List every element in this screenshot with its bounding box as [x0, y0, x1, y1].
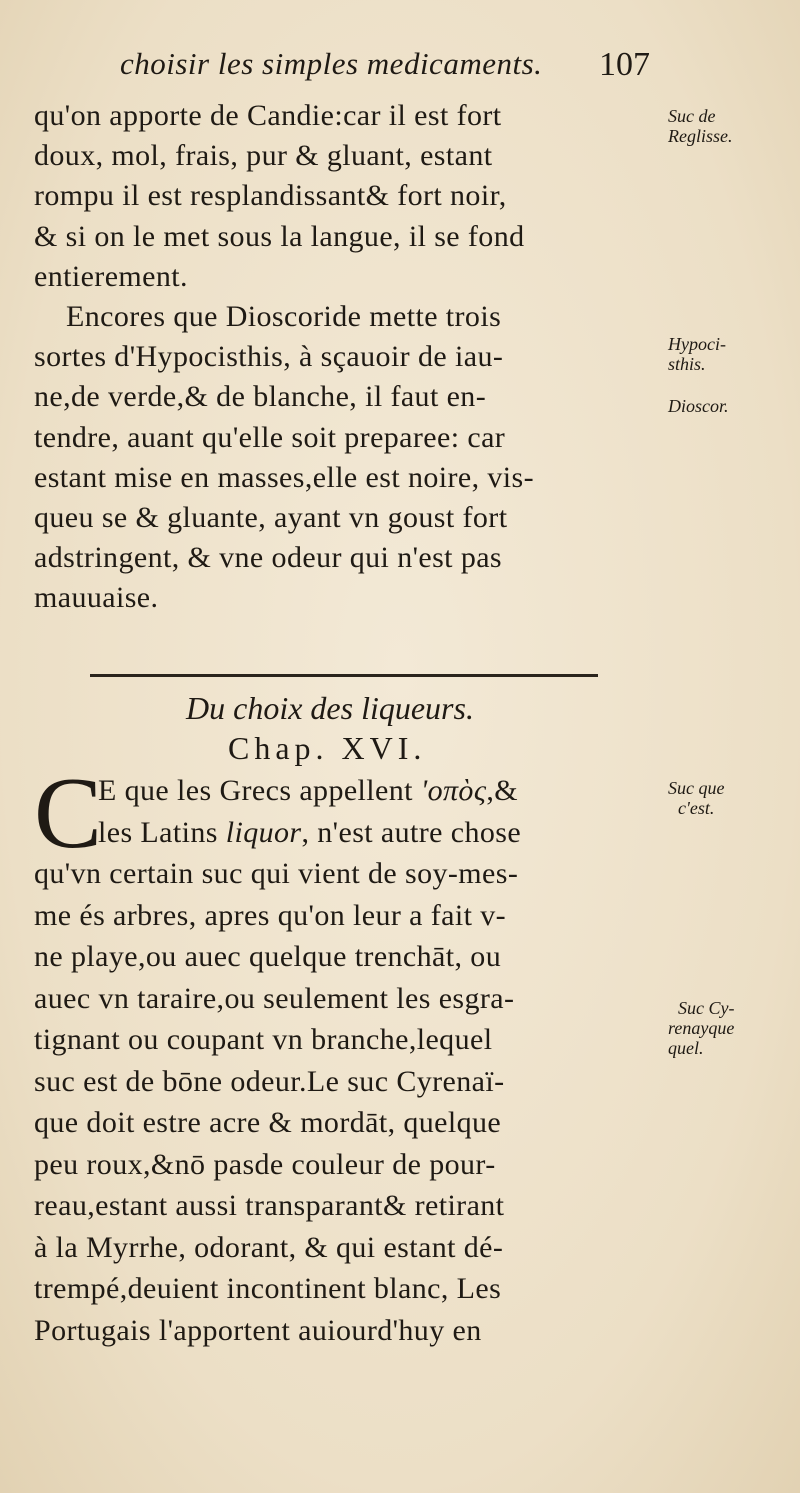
- chapter-title: Du choix des liqueurs.: [186, 690, 474, 726]
- text-line: Portugais l'apportent auiourd'huy en: [34, 1313, 482, 1347]
- text-line: que doit estre acre & mordāt, quelque: [34, 1106, 502, 1139]
- text-run: , n'est autre chose: [301, 815, 522, 849]
- body-text: [34, 96, 662, 618]
- text-line: Encores que Dioscoride mette trois: [66, 299, 502, 333]
- margin-note-line: Suc que: [668, 778, 725, 798]
- text-run: ,&: [486, 774, 519, 807]
- text-line: auec vn taraire,ou seulement les esgra-: [34, 981, 515, 1015]
- text-line: doux, mol, frais, pur & gluant, estant: [34, 139, 493, 173]
- margin-note-line: sthis.: [668, 354, 706, 374]
- section-divider: [90, 674, 598, 677]
- running-title: choisir les simples medicaments.: [120, 46, 543, 81]
- text-line: ne,de verde,& de blanche, il faut en-: [34, 380, 487, 414]
- margin-note-line: Hypoci-: [668, 334, 726, 354]
- text-line: adstringent, & vne odeur qui n'est pas: [34, 541, 503, 575]
- margin-note-line: Suc Cy-: [678, 998, 735, 1018]
- text-line: qu'on apporte de Candie:car il est fort: [34, 99, 502, 132]
- text-line: trempé,deuient incontinent blanc, Les: [34, 1272, 502, 1305]
- page-header: [90, 44, 660, 94]
- latin-word: liquor: [225, 815, 302, 849]
- margin-note-reglisse: [668, 106, 796, 146]
- text-line: queu se & gluante, ayant vn goust fort: [34, 500, 508, 534]
- chapter-number: Chap. XVI.: [228, 730, 427, 766]
- text-line: reau,estant aussi transparant& retirant: [34, 1189, 505, 1222]
- text-line: me és arbres, apres qu'on leur a fait v-: [34, 898, 507, 932]
- text-line: qu'vn certain suc qui vient de soy-mes-: [34, 857, 519, 890]
- drop-cap: C: [34, 757, 103, 870]
- text-line: peu roux,&nō pasde couleur de pour-: [34, 1147, 496, 1181]
- greek-word: 'οπὸς: [420, 774, 487, 807]
- text-line: estant mise en masses,elle est noire, vis-: [34, 460, 535, 494]
- chapter-text: [34, 757, 662, 1351]
- margin-note-hypocisthis: [668, 334, 796, 374]
- margin-note-line: renayque: [668, 1018, 735, 1038]
- margin-note-line: Dioscor.: [668, 396, 729, 416]
- margin-note-dioscoride: [668, 396, 796, 416]
- margin-note-line: Reglisse.: [668, 126, 733, 146]
- page-number: 107: [599, 46, 650, 83]
- text-line: rompu il est resplandissant& fort noir,: [34, 179, 507, 213]
- text-line: entierement.: [34, 259, 188, 293]
- text-line: [34, 812, 662, 854]
- text-line: à la Myrrhe, odorant, & qui estant dé-: [34, 1230, 504, 1264]
- margin-note-suc-que: [668, 778, 796, 818]
- text-line: suc est de bōne odeur.Le suc Cyrenaï-: [34, 1064, 505, 1098]
- margin-note-line: Suc de: [668, 106, 716, 126]
- text-line: tendre, auant qu'elle soit preparee: car: [34, 420, 506, 454]
- text-line: & si on le met sous la langue, il se fond: [34, 219, 525, 253]
- text-line: ne playe,ou auec quelque trenchāt, ou: [34, 940, 502, 973]
- text-line: mauuaise.: [34, 581, 159, 615]
- margin-note-line: c'est.: [678, 798, 715, 818]
- text-run: E que les Grecs appellent: [98, 774, 421, 807]
- margin-note-cyrenayque: [668, 998, 796, 1058]
- text-run: les Latins: [98, 815, 226, 849]
- text-line: tignant ou coupant vn branche,lequel: [34, 1023, 493, 1056]
- margin-note-line: quel.: [668, 1038, 704, 1058]
- text-line: [34, 770, 662, 812]
- text-line: sortes d'Hypocisthis, à sçauoir de iau-: [34, 340, 504, 374]
